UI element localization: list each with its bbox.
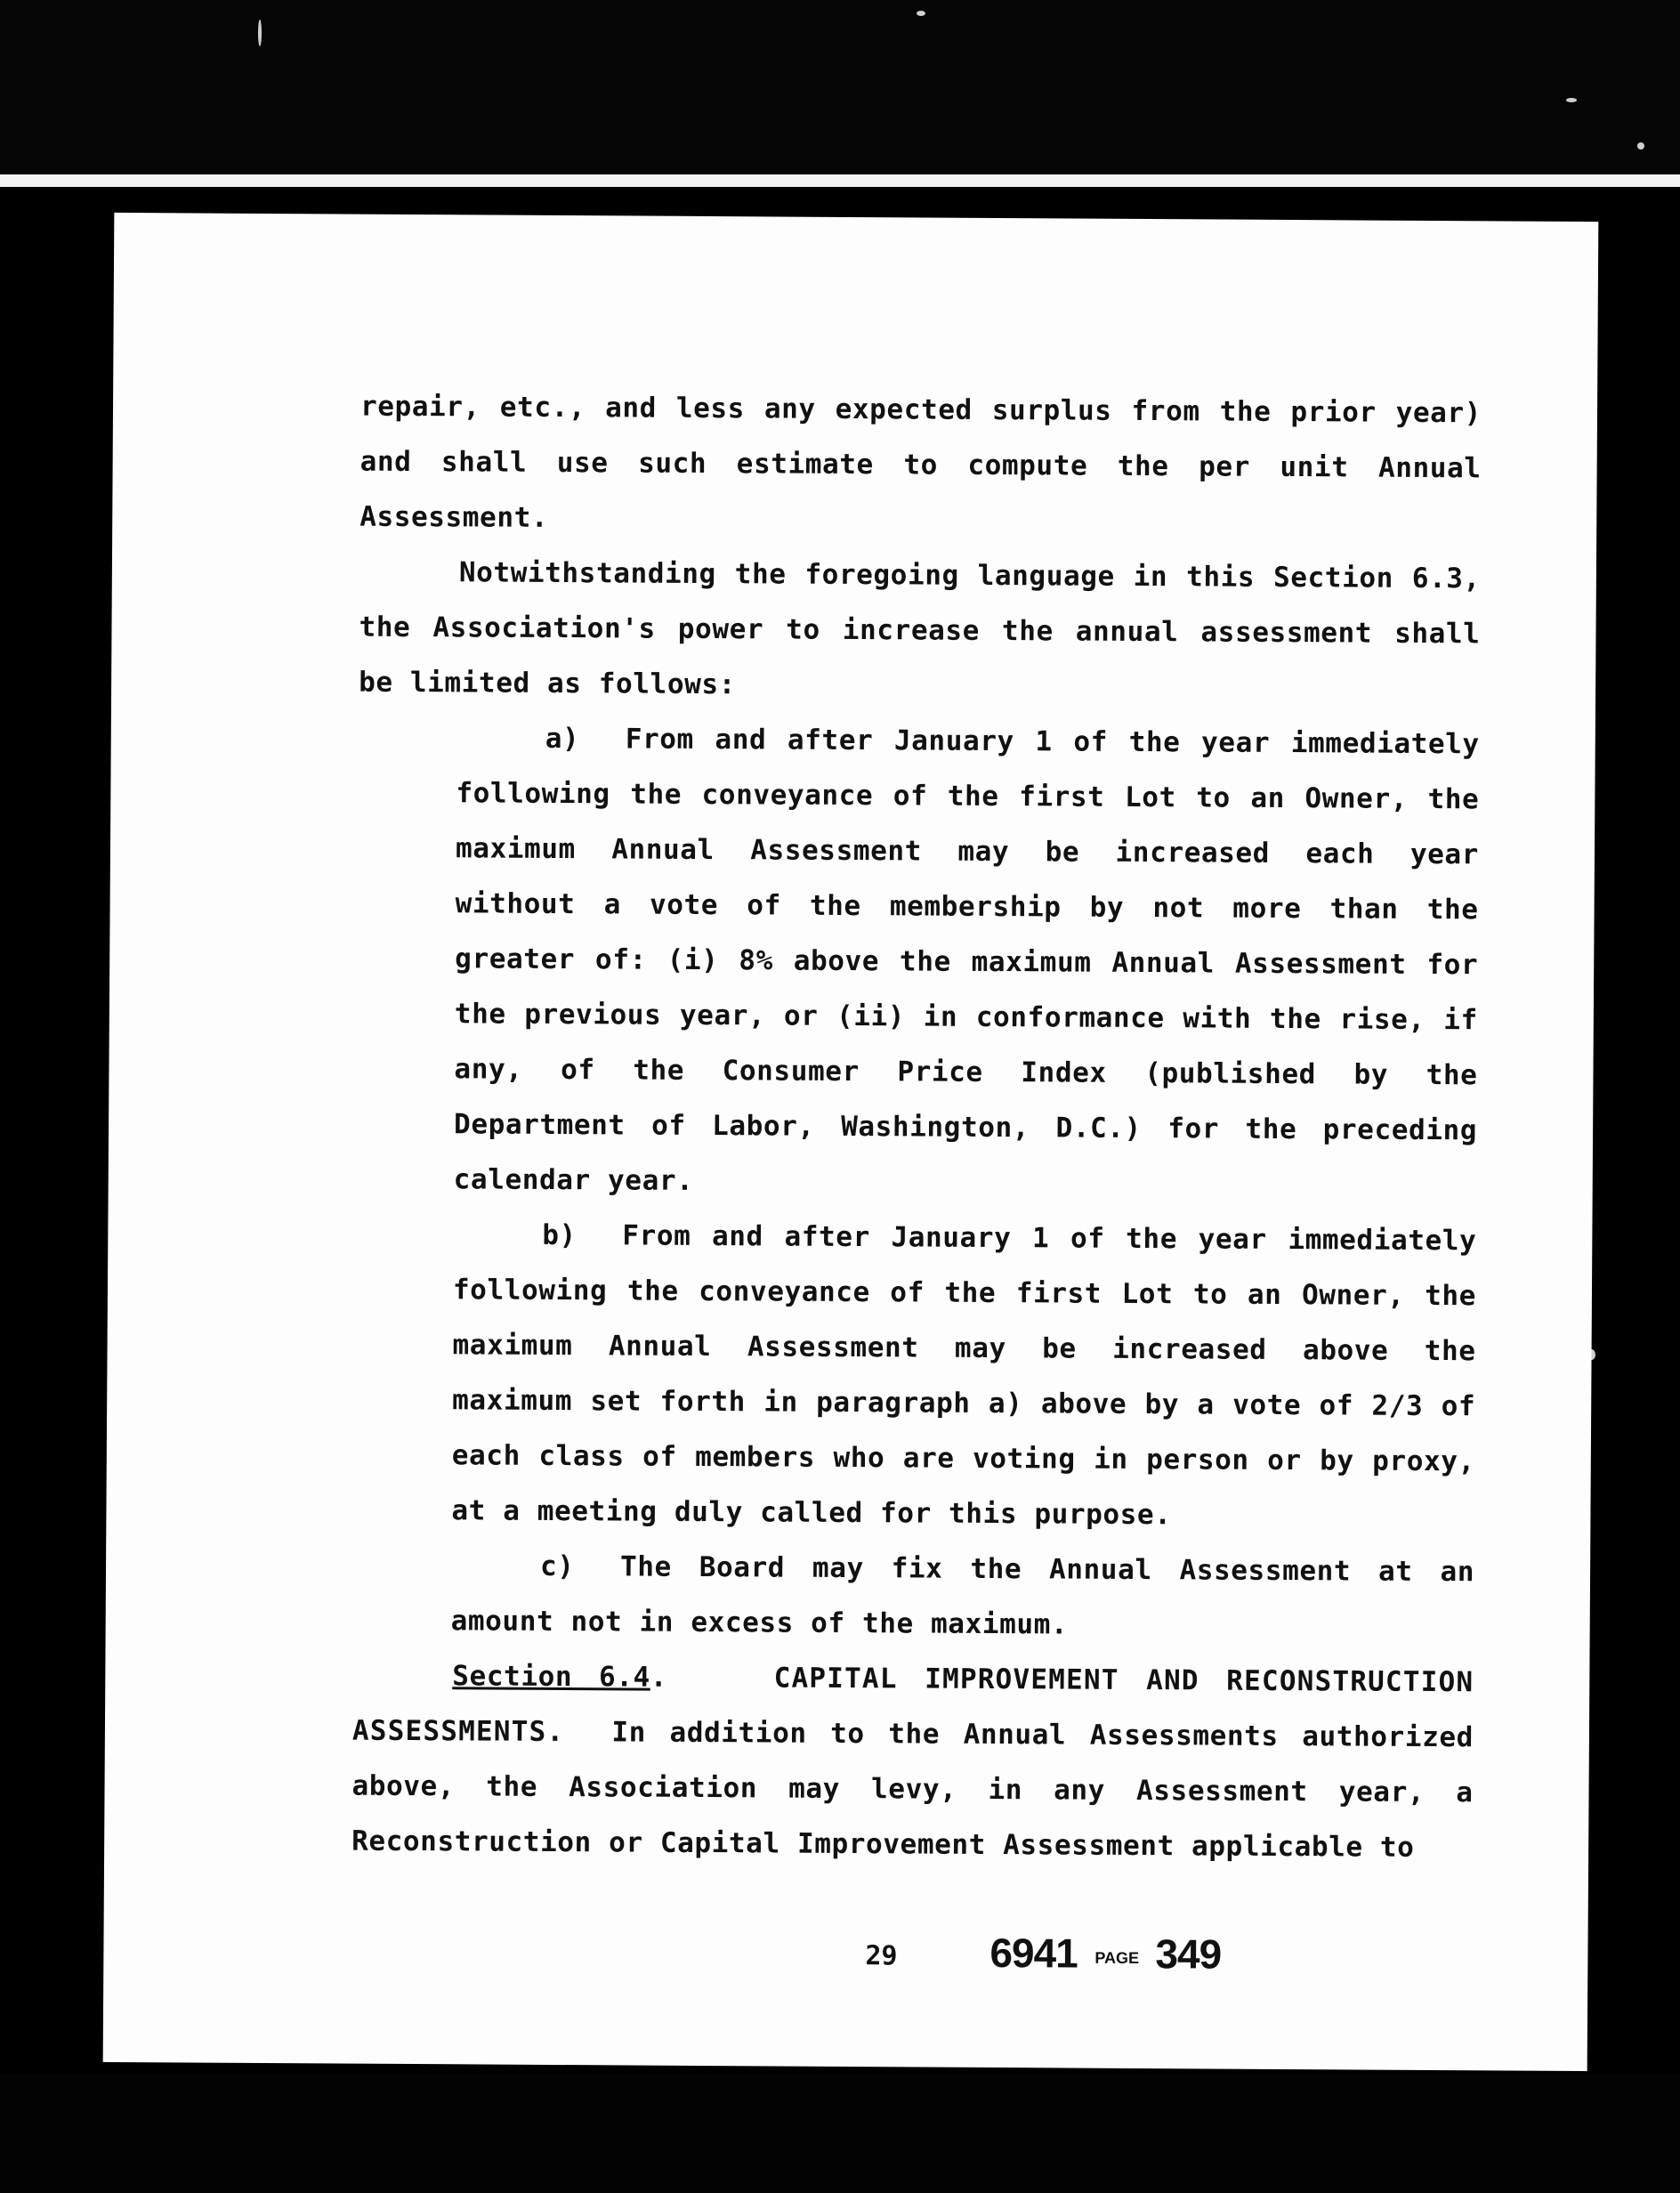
item-c-text: The Board may fix the Annual Assessment at an amount not in excess of the maximum.	[450, 1550, 1475, 1641]
item-c	[451, 1538, 1475, 1655]
item-b	[451, 1207, 1476, 1544]
section-6-4-paragraph	[351, 1648, 1474, 1876]
item-a-text: From and after January 1 of the year immediately following the conveyance of the first Lot to an Owner, the maximum Annual Assessment may be increased each year without a vote of the membership by not more than the greater of: (i) 8% above the maximum Annual Assessment for the previous year, or (ii) in conformance with the rise, if any, of the Consumer Price Index (published by the Department of Labor, Washington, D.C.) for the preceding calendar year.	[453, 723, 1480, 1197]
section-label-period: .	[650, 1661, 668, 1694]
document-page	[103, 213, 1599, 2071]
section-body: In addition to the Annual Assessments authorized above, the Association may levy, in any Assessment year, a Reconstruction or Capital Improvement Assessment applicable to	[351, 1716, 1474, 1864]
scan-speck	[1566, 98, 1577, 102]
scan-speck	[917, 11, 925, 16]
scan-speck	[258, 20, 262, 46]
item-c-marker: c)	[539, 1550, 575, 1583]
book-number-stamp: 6941	[989, 1929, 1078, 1977]
scan-speck	[1637, 142, 1644, 150]
scan-bottom-border	[0, 2074, 1680, 2193]
page-footer	[865, 1928, 1310, 1984]
section-title: CAPITAL IMPROVEMENT AND RECONSTRUCTION ASSESSMENTS.	[351, 1662, 1474, 1749]
item-b-text: From and after January 1 of the year immediately following the conveyance of the first Lot to an Owner, the maximum Annual Assessment may be increased above the maximum set forth in paragraph a) above by a vote of 2/3 of each class of members who are voting in person or by proxy, at a meeting duly called for this purpose.	[451, 1219, 1477, 1532]
scan-top-border	[0, 0, 1680, 178]
item-b-marker: b)	[542, 1218, 577, 1252]
page-label-stamp: PAGE	[1094, 1948, 1140, 1967]
notwithstanding-paragraph: Notwithstanding the foregoing language in this Section 6.3, the Association's power to increase the annual assessment shall be limited as follows:	[359, 556, 1481, 701]
item-a	[454, 710, 1480, 1213]
item-a-marker: a)	[545, 722, 580, 756]
continuation-paragraph: repair, etc., and less any expected surplus from the prior year) and shall use such estimate to compute the per unit Annual Assessment.	[359, 390, 1482, 534]
page-text	[351, 379, 1482, 1876]
page-number: 29	[865, 1940, 898, 1972]
scan-top-rule	[0, 174, 1680, 187]
section-label: Section 6.4	[452, 1660, 650, 1694]
page-reference-stamp: 349	[1155, 1930, 1222, 1978]
